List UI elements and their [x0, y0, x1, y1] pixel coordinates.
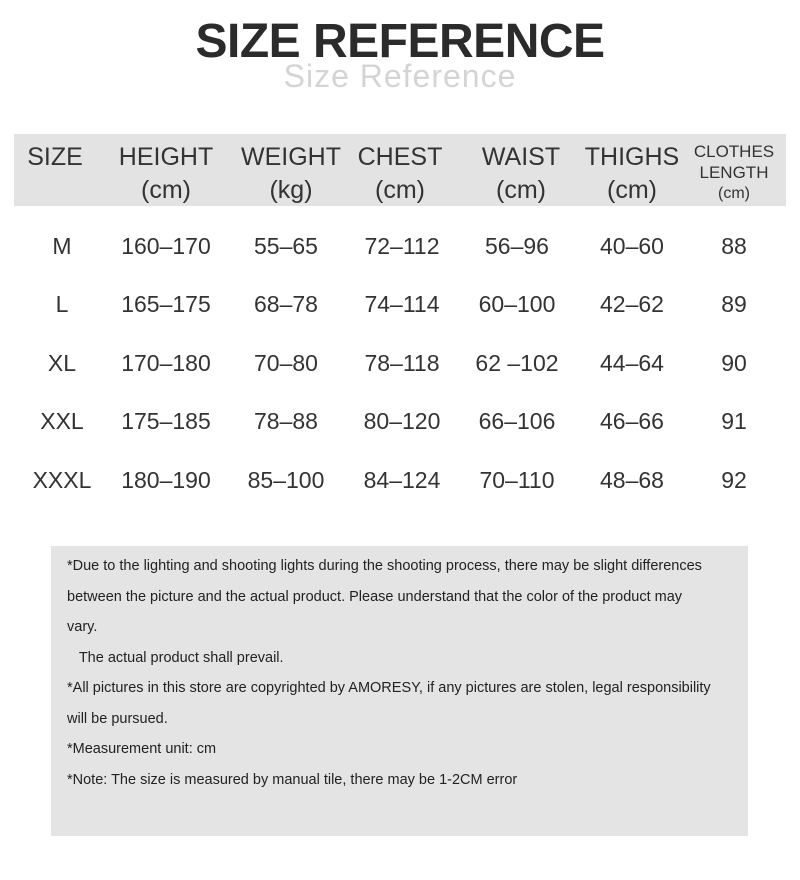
page-title: SIZE REFERENCE [195, 15, 605, 68]
cell-weight: 55–65 [254, 233, 318, 259]
note-line: will be pursued. [67, 711, 168, 727]
note-line: *Due to the lighting and shooting lights during the shooting process, there may be slight differences [67, 558, 702, 574]
header-weight-unit: (kg) [269, 176, 313, 204]
cell-chest: 72–112 [364, 233, 440, 259]
note-line: vary. [67, 619, 98, 635]
header-weight-label: WEIGHT [241, 143, 341, 171]
cell-chest: 74–114 [364, 291, 440, 317]
cell-thighs: 46–66 [600, 408, 664, 434]
header-thighs-unit: (cm) [607, 176, 657, 204]
page-subtitle: Size Reference [283, 58, 517, 94]
cell-size: L [55, 291, 69, 317]
cell-waist: 66–106 [478, 408, 556, 434]
cell-weight: 78–88 [254, 408, 318, 434]
header-weight [236, 141, 346, 207]
cell-thighs: 48–68 [600, 467, 664, 493]
header-chest-unit: (cm) [375, 176, 425, 204]
cell-chest: 78–118 [364, 350, 440, 376]
cell-size: M [52, 233, 72, 259]
cell-height: 170–180 [121, 350, 211, 376]
cell-chest: 80–120 [363, 408, 441, 434]
cell-waist: 60–100 [478, 291, 556, 317]
cell-waist: 56–96 [485, 233, 549, 259]
cell-weight: 70–80 [254, 350, 318, 376]
cell-weight: 85–100 [247, 467, 325, 493]
header-size [22, 141, 88, 174]
header-thighs-label: THIGHS [584, 143, 680, 171]
header-height-label: HEIGHT [118, 143, 214, 171]
cell-height: 180–190 [121, 467, 211, 493]
cell-clothes-length: 89 [721, 291, 747, 317]
note-line: *Note: The size is measured by manual tile, there may be 1-2CM error [67, 772, 518, 788]
cell-weight: 68–78 [254, 291, 318, 317]
cell-waist: 62 –102 [475, 350, 559, 376]
cell-height: 175–185 [121, 408, 211, 434]
header-clothes-unit: (cm) [718, 185, 750, 202]
cell-height: 165–175 [121, 291, 211, 317]
notes-panel [51, 546, 748, 836]
cell-clothes-length: 90 [721, 350, 747, 376]
cell-chest: 84–124 [363, 467, 441, 493]
header-clothes-label: CLOTHES [693, 142, 775, 161]
header-size-label: SIZE [27, 143, 83, 171]
header-height [112, 141, 220, 207]
cell-thighs: 44–64 [600, 350, 664, 376]
note-line: *All pictures in this store are copyrighted by AMORESY, if any pictures are stolen, legal responsibility [67, 680, 711, 696]
header-waist [474, 141, 568, 207]
cell-height: 160–170 [121, 233, 211, 259]
header-waist-label: WAIST [481, 143, 561, 171]
header-waist-unit: (cm) [496, 176, 546, 204]
cell-clothes-length: 88 [721, 233, 747, 259]
header-length-label: LENGTH [699, 163, 769, 182]
cell-thighs: 40–60 [600, 233, 664, 259]
note-line: *Measurement unit: cm [67, 741, 217, 757]
cell-clothes-length: 91 [721, 408, 747, 434]
header-thighs [580, 141, 684, 207]
header-height-unit: (cm) [141, 176, 191, 204]
cell-thighs: 42–62 [600, 291, 664, 317]
note-line: The actual product shall prevail. [67, 650, 284, 666]
cell-waist: 70–110 [479, 467, 555, 493]
cell-size: XXXL [32, 467, 92, 493]
note-line: between the picture and the actual product. Please understand that the color of the product may [67, 589, 683, 605]
header-chest [352, 141, 448, 207]
header-clothes-length [686, 141, 782, 204]
header-chest-label: CHEST [357, 143, 443, 171]
cell-clothes-length: 92 [721, 467, 747, 493]
cell-size: XXL [40, 408, 84, 434]
cell-size: XL [47, 350, 77, 376]
